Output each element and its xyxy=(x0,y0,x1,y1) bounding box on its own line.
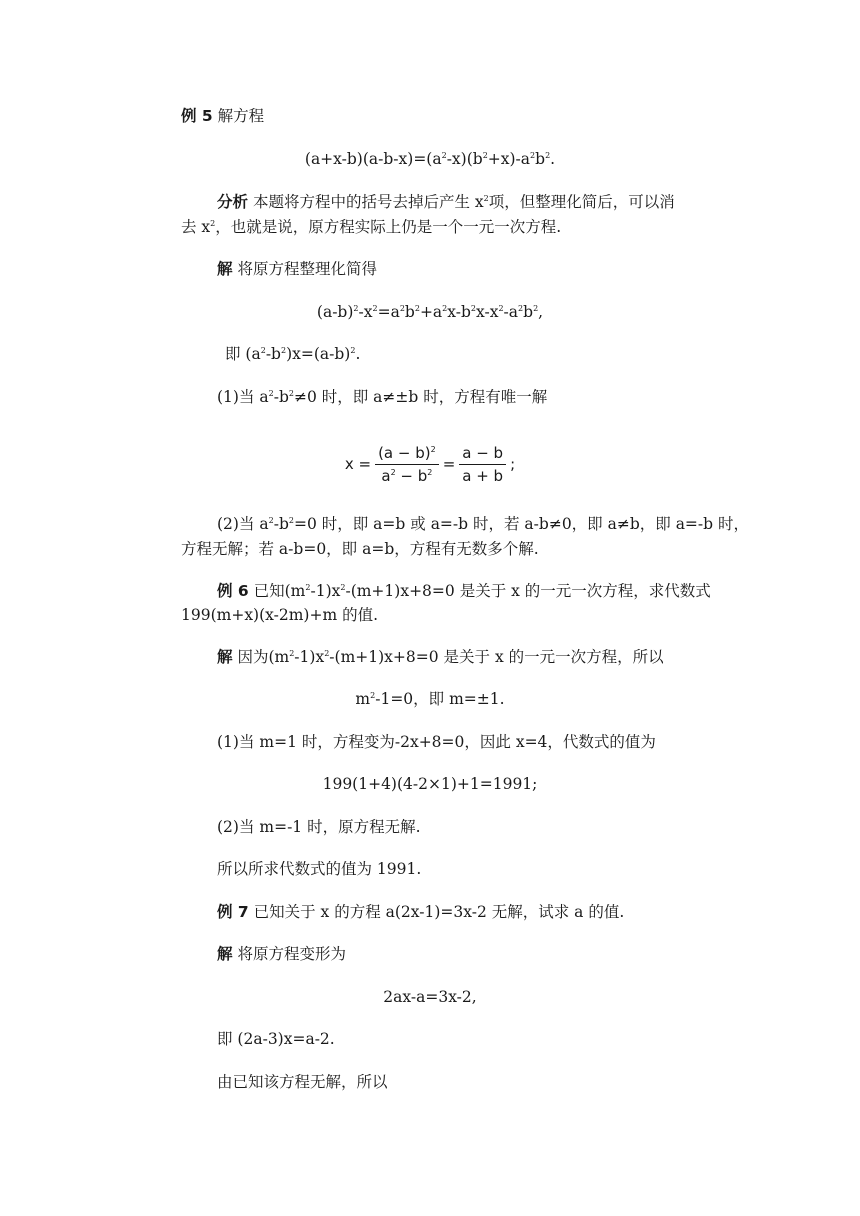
solution-6-case-1: (1)当 m=1 时，方程变为-2x+8=0，因此 x=4，代数式的值为 xyxy=(217,733,656,751)
solution-7-label: 解 xyxy=(217,945,233,963)
solution-7-equation-1: 2ax-a=3x-2, xyxy=(383,988,477,1006)
solution-5-case-2-line-2: 方程无解；若 a-b=0，即 a=b，方程有无数多个解. xyxy=(181,540,539,558)
example-7-line-1 xyxy=(217,902,624,922)
solution-7-last-line: 由已知该方程无解，所以 xyxy=(217,1073,388,1091)
fraction-2 xyxy=(459,444,506,485)
fraction-1-numerator: $(a - b)^2$ xyxy=(375,444,439,465)
fraction-2-numerator: a − b xyxy=(459,444,506,465)
fraction-1-denominator: $a^2 - b^2$ xyxy=(381,466,433,485)
solution-5-equation-1: $(a-b)^2-x^2=a^2b^2+a^2x-b^2x-x^2-a^2b^2$, xyxy=(316,303,544,321)
solution-7-equation-2: 即 (2a-3)x=a-2. xyxy=(217,1030,335,1048)
example-5-heading xyxy=(181,106,264,126)
solution-5-equation-2: 即 $(a^2-b^2)x=(a-b)^2$. xyxy=(225,345,361,363)
solution-6-label: 解 xyxy=(217,648,233,666)
analysis-label: 分析 xyxy=(217,193,249,211)
example-7-text: 已知关于 x 的方程 a(2x-1)=3x-2 无解，试求 a 的值. xyxy=(248,903,625,921)
solution-6-equation-2: 199(1+4)(4-2×1)+1=1991; xyxy=(322,775,538,793)
analysis-line-2: 去 $x^2$，也就是说，原方程实际上仍是一个一元一次方程. xyxy=(181,218,562,236)
example-5-equation: $(a+x-b)(a-b-x)=(a^2-x)(b^2+x)-a^2b^2$. xyxy=(304,150,556,168)
solution-6-case-2: (2)当 m=-1 时，原方程无解. xyxy=(217,818,421,836)
solution-6-text: 因为$(m^2-1)x^2-(m+1)x+8=0$ 是关于 x 的一元一次方程，所以 xyxy=(232,648,664,666)
fraction-equals: = xyxy=(442,455,456,473)
solution-7-intro-text: 将原方程变形为 xyxy=(232,945,346,963)
fraction-end: ; xyxy=(510,455,516,473)
solution-6-line xyxy=(217,647,664,667)
solution-5-label: 解 xyxy=(217,260,233,278)
example-7-label: 例 7 xyxy=(217,903,249,921)
solution-7-intro xyxy=(217,944,346,964)
example-5-label: 例 5 xyxy=(181,107,213,125)
fraction-lhs: x = xyxy=(344,455,372,473)
solution-5-case-1: (1)当 $a^2-b^2\ne 0$ 时，即 a≠±b 时，方程有唯一解 xyxy=(217,388,548,406)
solution-5-intro xyxy=(217,259,377,279)
solution-5-intro-text: 将原方程整理化简得 xyxy=(232,260,377,278)
analysis-text-1: 本题将方程中的括号去掉后产生 $x^2$项，但整理化简后，可以消 xyxy=(248,193,675,211)
analysis-line-1 xyxy=(217,192,675,212)
fraction-2-denominator: a + b xyxy=(462,466,504,485)
example-6-label: 例 6 xyxy=(217,582,249,600)
solution-6-equation-1: $m^2-1=0$，即 m=±1. xyxy=(355,690,505,708)
example-5-title: 解方程 xyxy=(212,107,265,125)
example-6-line-1 xyxy=(217,581,711,601)
example-6-text-1: 已知$(m^2-1)x^2-(m+1)x+8=0$ 是关于 x 的一元一次方程，求代数式 xyxy=(248,582,711,600)
solution-5-fraction-formula xyxy=(0,440,860,488)
solution-6-conclusion: 所以所求代数式的值为 1991. xyxy=(217,860,422,878)
fraction-1 xyxy=(375,444,439,485)
solution-5-case-2-line-1: (2)当 $a^2-b^2=0$ 时，即 a=b 或 a=-b 时，若 a-b≠0，即 a≠b，即 a=-b 时， xyxy=(217,515,750,533)
example-6-line-2: 199(m+x)(x-2m)+m 的值. xyxy=(181,606,379,624)
